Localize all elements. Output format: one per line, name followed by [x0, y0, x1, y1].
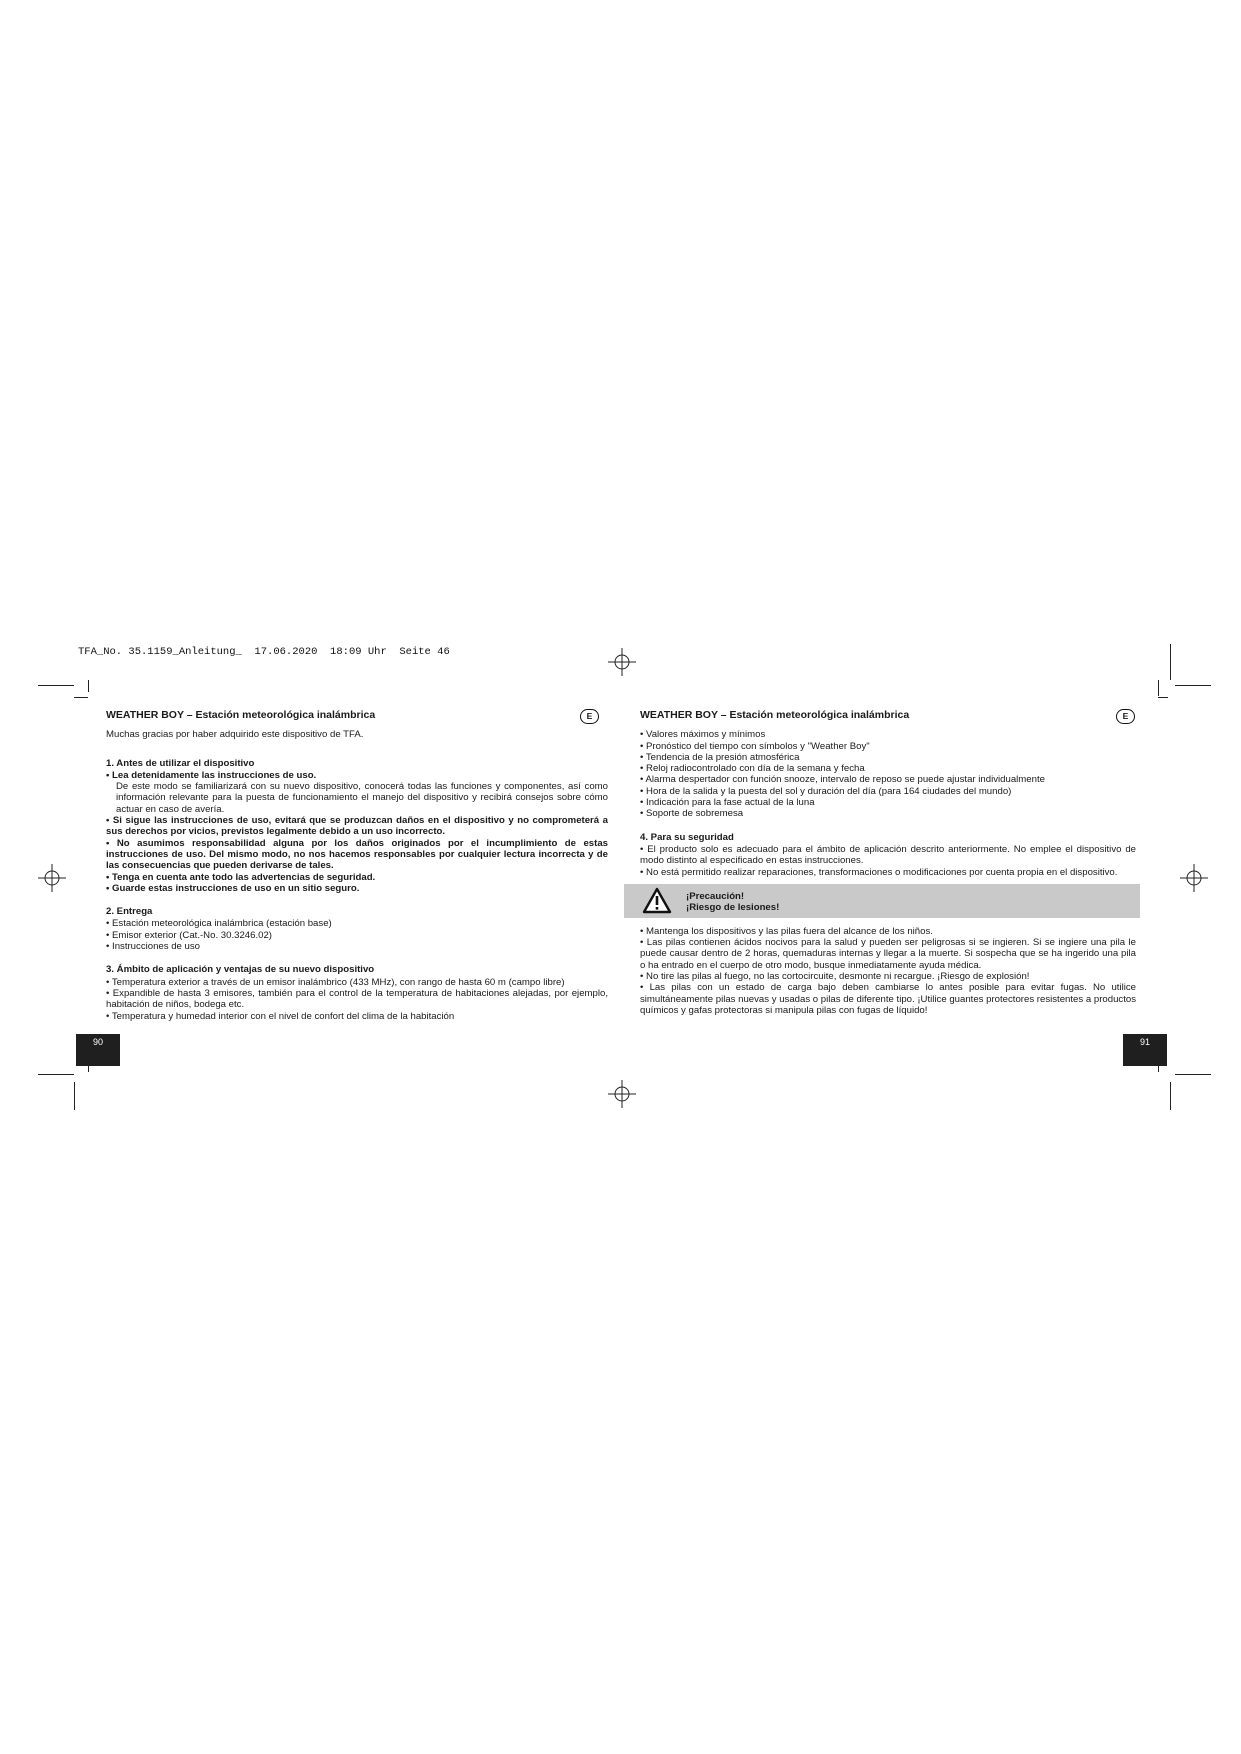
section-heading: 1. Antes de utilizar el dispositivo [106, 757, 255, 769]
registration-mark-icon [608, 648, 636, 676]
list-item: • Guarde estas instrucciones de uso en un sitio seguro. [106, 882, 360, 894]
registration-mark-icon [608, 1080, 636, 1108]
page-number: 90 [76, 1034, 120, 1066]
crop-mark [74, 697, 88, 698]
crop-mark [38, 685, 74, 686]
registration-mark-icon [38, 864, 66, 892]
brand-name: WEATHER BOY [640, 709, 718, 721]
crop-mark [1170, 644, 1171, 680]
list-item: • Emisor exterior (Cat.-No. 30.3246.02) [106, 929, 272, 941]
list-item: • Indicación para la fase actual de la luna [640, 797, 815, 809]
list-item: • No asumimos responsabilidad alguna por los daños originados por el incumplimiento de estas instrucciones de uso. Del mismo modo, no nos hacemos responsables por cualquier lectura incorrecta y de las consecuencias que pueden derivarse de tales. [106, 837, 608, 872]
list-item: • Soporte de sobremesa [640, 808, 744, 820]
crop-mark [1175, 1074, 1211, 1075]
list-item: • Instrucciones de uso [106, 941, 201, 953]
section-heading: 2. Entrega [106, 906, 153, 918]
crop-mark [1170, 1082, 1171, 1110]
crop-mark [1158, 680, 1159, 696]
right-page [640, 710, 1136, 1016]
list-item: • No está permitido realizar reparaciones, transformaciones o modificaciones por cuenta propia en el dispositivo. [640, 866, 1118, 878]
page-title [106, 710, 608, 721]
left-page [106, 710, 608, 1022]
title-text: – Estación meteorológica inalámbrica [183, 709, 376, 721]
section-heading: 3. Ámbito de aplicación y ventajas de su nuevo dispositivo [106, 964, 375, 976]
crop-mark [1175, 685, 1211, 686]
list-item: • Tendencia de la presión atmosférica [640, 751, 800, 763]
registration-mark-icon [1180, 864, 1208, 892]
crop-mark [1158, 697, 1168, 698]
list-item: • Si sigue las instrucciones de uso, evitará que se produzcan daños en el dispositivo y no comprometerá a sus derechos por vicios, previstos legalmente debido a un uso incorrecto. [106, 815, 608, 838]
page-number: 91 [1123, 1034, 1167, 1066]
language-badge: E [580, 709, 599, 724]
list-item: • Estación meteorológica inalámbrica (estación base) [106, 918, 332, 930]
warning-subtitle: ¡Riesgo de lesiones! [686, 902, 780, 914]
warning-banner [624, 884, 1140, 918]
crop-mark [74, 1082, 75, 1110]
crop-mark [38, 1074, 74, 1075]
section-heading: 4. Para su seguridad [640, 831, 734, 843]
list-item: • Las pilas contienen ácidos nocivos para la salud y pueden ser peligrosas si se ingieren. Si se ingiere una pila le puede causar dentro de 2 horas, quemaduras internas y llegar a la muerte. Si sospecha que se ha ingerido una pila o ha entrado en el cuerpo de otro modo, busque inmediatamente ayuda médica. [640, 937, 1136, 971]
warning-text [686, 891, 779, 914]
list-item: • Temperatura exterior a través de un emisor inalámbrico (433 MHz), con rango de hasta 60 m (campo libre) [106, 976, 565, 988]
list-item: • El producto solo es adecuado para el ámbito de aplicación descrito anteriormente. No emplee el dispositivo de modo distinto al especificado en estas instrucciones. [640, 843, 1136, 867]
list-item: • Alarma despertador con función snooze, intervalo de reposo se puede ajustar individualmente [640, 774, 1045, 786]
warning-title: ¡Precaución! [686, 890, 745, 902]
list-item: • No tire las pilas al fuego, no las cortocircuite, desmonte ni recargue. ¡Riesgo de explosión! [640, 971, 1030, 983]
page-title [640, 710, 1136, 721]
brand-name: WEATHER BOY [106, 709, 184, 721]
crop-mark [88, 680, 89, 692]
paragraph: De este modo se familiarizará con su nuevo dispositivo, conocerá todas las funciones y componentes, así como información relevante para la puesta de funcionamiento el manejo del dispositivo y recibirá consejos sobre cómo actuar en caso de avería. [116, 781, 608, 815]
title-text: – Estación meteorológica inalámbrica [717, 709, 910, 721]
print-slug: TFA_No. 35.1159_Anleitung_ 17.06.2020 18:09 Uhr Seite 46 [78, 646, 450, 658]
list-item: • Hora de la salida y la puesta del sol y duración del día (para 164 ciudades del mundo) [640, 785, 1012, 797]
list-item: • Pronóstico del tiempo con símbolos y "Weather Boy" [640, 740, 870, 752]
list-item: • Expandible de hasta 3 emisores, también para el control de la temperatura de habitaciones alejadas, por ejemplo, habitación de niños, bodega etc. [106, 987, 608, 1011]
list-item: • Mantenga los dispositivos y las pilas fuera del alcance de los niños. [640, 925, 933, 937]
language-badge: E [1116, 709, 1135, 724]
warning-triangle-icon [642, 887, 672, 914]
list-item: • Reloj radiocontrolado con día de la semana y fecha [640, 763, 865, 775]
list-item: • Las pilas con un estado de carga bajo deben cambiarse lo antes posible para evitar fugas. No utilice simultáneamente pilas nuevas y usadas o pilas de diferente tipo. ¡Utilice guantes protectores resistentes a productos químicos y gafas protectoras si manipula pilas con fugas de líquido! [640, 982, 1136, 1016]
list-item: • Tenga en cuenta ante todo las advertencias de seguridad. [106, 871, 376, 883]
intro-text: Muchas gracias por haber adquirido este dispositivo de TFA. [106, 729, 364, 741]
list-item: • Lea detenidamente las instrucciones de uso. [106, 769, 317, 781]
list-item: • Temperatura y humedad interior con el nivel de confort del clima de la habitación [106, 1010, 455, 1022]
list-item: • Valores máximos y mínimos [640, 729, 766, 741]
